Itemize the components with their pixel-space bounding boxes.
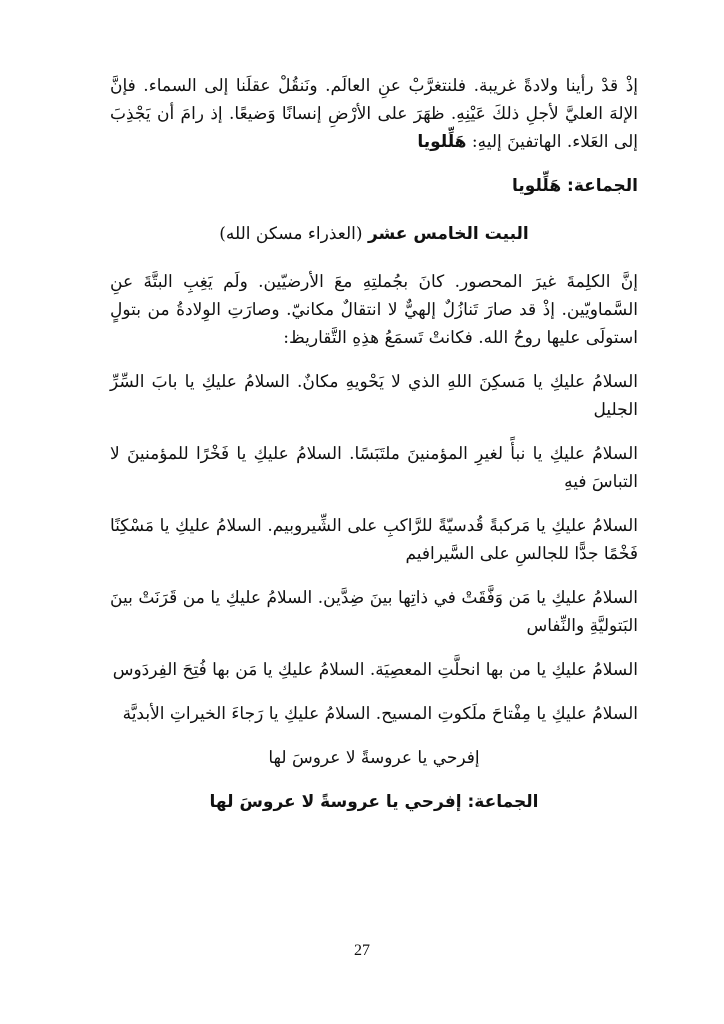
intro-text: إذْ قدْ رأينا ولادةً غريبة. فلنتغرَّبْ عنِ العالَم. ونَنقُلْ عقلَنا إلى السماء. فإنَّ الإلهَ العليَّ لأجلِ ذلكَ عَيْنِهِ. ظهَرَ على الأرْضِ إنسانًا وَضيعًا. إذ رامَ أن يَجْذِبَ إلى العَلاء. الهاتفينَ إليهِ: [110,76,638,152]
chorus-line-2 [110,788,638,816]
chorus-text: هَلِّلويا [512,176,562,196]
stanza-intro: إنَّ الكلِمةَ غيرَ المحصور. كانَ بجُملتِهِ معَ الأرضيّين. ولَم يَغِبِ البتَّةَ عنِ السَّماويّين. إذْ قد صارَ تَنازُلٌ إلهيٌّ لا انتقالٌ مكانيّ. وصارَتِ الوِلادةُ من بتولٍ استولَى عليها روحُ الله. فكانتْ تَسمَعُ هذِهِ التَّقاريظ: [110,272,638,348]
chorus-label: الجماعة: [467,792,539,812]
salutation-6: السلامُ عليكِ يا مِفْتاحَ ملَكوتِ المسيح. السلامُ عليكِ يا رَجاءَ الخيراتِ الأبديَّة [122,704,638,724]
intro-paragraph [110,72,638,156]
closing-line: إفرحي يا عروسةً لا عروسَ لها [268,748,480,768]
salutation-1: السلامُ عليكِ يا مَسكِنَ اللهِ الذي لا يَحْويهِ مكانٌ. السلامُ عليكِ يا بابَ السِّرِّ الجليل [110,372,638,420]
section-subtitle: (العذراء مسكن الله) [219,224,363,244]
chorus-line-1 [110,172,638,200]
chorus-label: الجماعة: [567,176,638,196]
chorus-text: إفرحي يا عروسةً لا عروسَ لها [209,792,462,812]
salutation-2: السلامُ عليكِ يا نبأً لغيرِ المؤمنينَ ملتَبَسًا. السلامُ عليكِ يا فَخْرًا للمؤمنينَ لا التباسَ فيهِ [110,444,638,492]
intro-refrain: هَلِّلويا [417,132,467,152]
page-number: 27 [354,942,370,959]
section-heading [110,220,638,248]
salutation-5: السلامُ عليكِ يا من بها انحلَّتِ المعصِيَة. السلامُ عليكِ يا مَن بها فُتِحَ الفِردَوس [112,660,638,680]
salutation-4: السلامُ عليكِ يا مَن وَفَّقَتْ في ذاتِها بينَ ضِدَّين. السلامُ عليكِ يا من قَرَنَتْ بينَ البَتوليَّةِ والنِّفاس [110,588,638,636]
section-title: البيت الخامس عشر [367,224,529,244]
page-body [110,72,638,816]
salutation-3: السلامُ عليكِ يا مَركبةً قُدسيّةً للرَّاكبِ على الشِّيروبيم. السلامُ عليكِ يا مَسْكِنًا فَخْمًا جدًّا للجالسِ على السَّيرافيم [110,516,638,564]
